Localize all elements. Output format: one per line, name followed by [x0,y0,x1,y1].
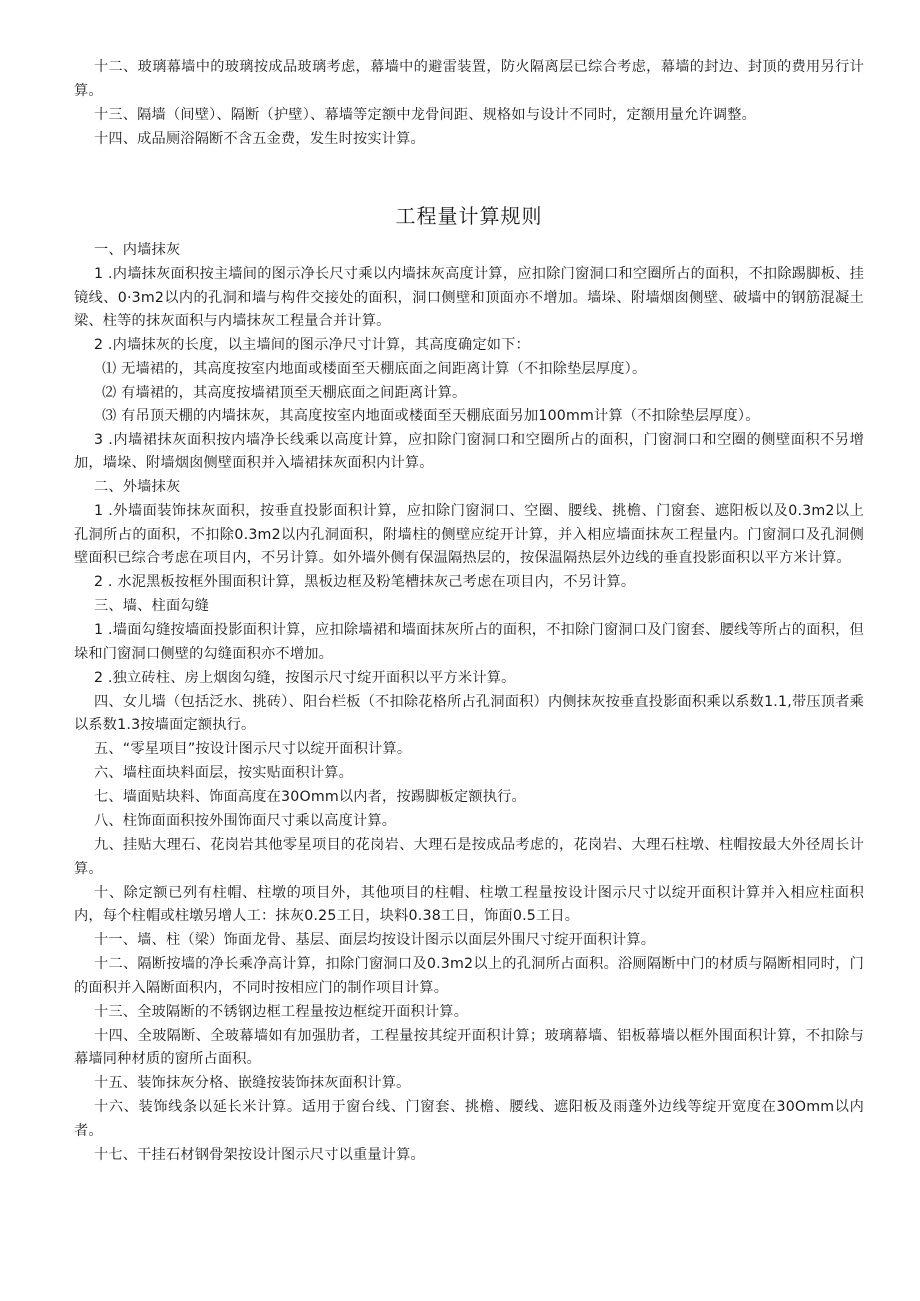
rule-17-steel-skeleton: 十七、干挂石材钢骨架按设计图示尺寸以重量计算。 [94,1146,425,1163]
rule-9-marble-granite: 九、挂贴大理石、花岗岩其他零星项目的花岗岩、大理石是按成品考虑的，花岗岩、大理石柱墩、柱帽按最大外径周长计算。 [74,837,864,877]
rule-interior-plaster-2-sub3: ⑶ 有吊顶天棚的内墙抹灰，其高度按室内地面或楼面至天棚底面另加100mm计算（不扣除垫层厚度）。 [102,408,760,424]
paragraph-13-partition-keel: 十三、隔墙（间壁）、隔断（护壁）、幕墙等定额中龙骨间距、规格如与设计不同时，定额用量允许调整。 [94,106,757,123]
rule-8-column-facing: 八、柱饰面面积按外围饰面尺寸乘以高度计算。 [94,813,397,829]
rule-pointing-1: 1 .墙面勾缝按墙面投影面积计算，应扣除墙裙和墙面抹灰所占的面积，不扣除门窗洞口及门窗套、腰线等所占的面积，但垛和门窗洞口侧壁的勾缝面积亦不增加。 [74,622,864,662]
rule-interior-plaster-2-sub2: ⑵ 有墙裙的，其高度按墙裙顶至天棚底面之间距离计算。 [102,384,467,401]
rule-pointing-2: 2 .独立砖柱、房上烟囱勾缝，按图示尺寸绽开面积以平方米计算。 [94,669,516,686]
rule-16-moulding: 十六、装饰线条以延长米计算。适用于窗台线、门窗套、挑檐、腰线、遮阳板及雨蓬外边线等绽开宽度在30Omm以内者。 [74,1099,864,1139]
rule-interior-plaster-1: 1 .内墙抹灰面积按主墙间的图示净长尺寸乘以内墙抹灰高度计算，应扣除门窗洞口和空圈所占的面积，不扣除踢脚板、挂镜线、0·3m2以内的孔洞和墙与构件交接处的面积，洞口侧壁和顶面亦不增加。墙垛、附墙烟囱侧壁、破墙中的钢筋混凝土梁、柱等的抹灰面积与内墙抹灰工程量合并计算。 [74,266,864,329]
rule-11-keel-base: 十一、墙、柱（梁）饰面龙骨、基层、面层均按设计图示以面层外围尺寸绽开面积计算。 [94,932,656,948]
rules-body [74,239,864,1167]
rule-7-skirting: 七、墙面贴块料、饰面高度在30Omm以内者，按踢脚板定额执行。 [94,789,526,805]
section-heading-interior-plaster: 一、内墙抹灰 [94,242,181,258]
rule-exterior-plaster-1: 1 .外墙面装饰抹灰面积，按垂直投影面积计算，应扣除门窗洞口、空圈、腰线、挑檐、门窗套、遮阳板以及0.3m2以上孔洞所占的面积，不扣除0.3m2以内孔洞面积，附墙柱的侧壁应绽开计算，并入相应墙面抹灰工程量内。门窗洞口及孔洞侧壁面积已综合考虑在项目内，不另计算。如外墙外侧有保温隔热层的，按保温隔热层外边线的垂直投影面积以平方米计算。 [74,503,864,566]
rule-13-steel-frame: 十三、全玻隔断的不锈钢边框工程量按边框绽开面积计算。 [94,1003,469,1020]
rule-12-partition-area: 十二、隔断按墙的净长乘净高计算，扣除门窗洞口及0.3m2以上的孔洞所占面积。浴厕隔断中门的材质与隔断相同时，门的面积并入隔断面积内，不同时按相应门的制作项目计算。 [74,956,864,996]
paragraph-12-glass-curtain: 十二、玻璃幕墙中的玻璃按成品玻璃考虑，幕墙中的避雷装置，防火隔离层已综合考虑，幕墙的封边、封顶的费用另行计算。 [74,59,864,99]
rule-4-parapet: 四、女儿墙（包括泛水、挑砖）、阳台栏板（不扣除花格所占孔洞面积）内侧抹灰按垂直投影面积乘以系数1.1,带压顶者乘以系数1.3按墙面定额执行。 [74,693,864,733]
page-title: 工程量计算规则 [395,204,543,228]
paragraph-14-toilet-partition: 十四、成品厕浴隔断不含五金费，发生时按实计算。 [94,130,425,147]
rule-5-misc-items: 五、“零星项目”按设计图示尺寸以绽开面积计算。 [94,741,412,757]
top-paragraphs [74,56,864,151]
section-heading-pointing: 三、墙、柱面勾缝 [94,598,210,614]
rule-6-block-facing: 六、墙柱面块料面层，按实贴面积计算。 [94,765,353,781]
rule-15-joint: 十五、装饰抹灰分格、嵌缝按装饰抹灰面积计算。 [94,1075,411,1091]
rule-interior-plaster-2-sub1: ⑴ 无墙裙的，其高度按室内地面或楼面至天棚底面之间距离计算（不扣除垫层厚度）。 [102,361,647,377]
rule-exterior-plaster-2: 2 . 水泥黑板按框外围面积计算，黑板边框及粉笔槽抹灰己考虑在项目内，不另计算。 [94,574,636,590]
rule-interior-plaster-2: 2 .内墙抹灰的长度，以主墙间的图示净尺寸计算，其高度确定如下： [94,337,530,353]
section-heading-exterior-plaster: 二、外墙抹灰 [94,479,181,495]
rule-14-glass-rib: 十四、全玻隔断、全玻幕墙如有加强肋者，工程量按其绽开面积计算；玻璃幕墙、铝板幕墙以框外围面积计算，不扣除与幕墙同种材质的窗所占面积。 [74,1027,864,1067]
rule-10-column-cap: 十、除定额已列有柱帽、柱墩的项目外，其他项目的柱帽、柱墩工程量按设计图示尺寸以绽开面积计算并入相应柱面积内，每个柱帽或柱墩另增人工：抹灰0.25工日，块料0.38工日，饰面0.5工日。 [74,884,864,924]
rule-interior-plaster-3: 3 .内墙裙抹灰面积按内墙净长线乘以高度计算，应扣除门窗洞口和空圈所占的面积，门窗洞口和空圈的侧壁面积不另增加，墙垛、附墙烟囱侧壁面积并入墙裙抹灰面积内计算。 [74,431,864,471]
